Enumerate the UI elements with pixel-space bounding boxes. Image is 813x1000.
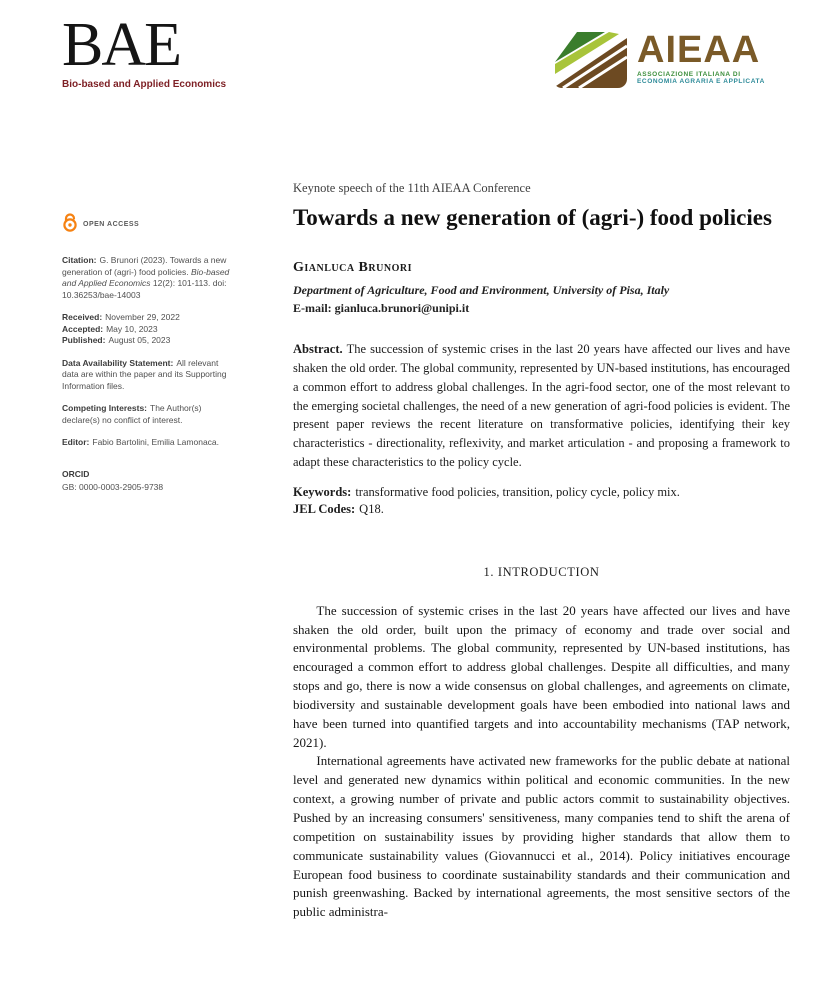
journal-logo-subtitle: Bio-based and Applied Economics: [62, 79, 227, 90]
keywords-label: Keywords:: [293, 484, 352, 499]
publisher-subtitle-line1: ASSOCIAZIONE ITALIANA DI: [637, 71, 741, 79]
editor-block: [62, 437, 232, 448]
abstract: [293, 340, 790, 471]
orcid-label: ORCID: [62, 468, 90, 479]
body-paragraph: International agreements have activated new frameworks for the public debate at national level and generated new dynamics within political and economic communities. In the new context, a growing number of private and public actors commit to sustainability objectives. Pushed by an increasing consumers' sensitiveness, many companies tend to shift the arena of competition on sustainability issues by providing higher standards that allow them to communicate sustainability values (Giovannucci et al., 2014). Policy initiatives encourage European food business to coordinate sustainability standards and their communication and punish greenwashing. Backed by international agreements, the most sensitive sectors of the public administra-: [293, 753, 790, 920]
email-link[interactable]: gianluca.brunori@unipi.it: [334, 301, 470, 316]
published-label: Published:: [62, 335, 106, 346]
orcid-value: GB: 0000-0003-2905-9738: [62, 482, 164, 493]
author-name: Gianluca Brunori: [293, 260, 412, 276]
accepted-label: Accepted:: [62, 323, 104, 334]
abstract-text: The succession of systemic crises in the last 20 years have affected our lives and have shaken the old order. The global community, represented by UN-based institutions, has encouraged a common effort to address global challenges. In the agri-food sector, one of the most relevant to the emerging societal challenges, the need of a new generation of agri-food policies is evident. The present paper reviews the recent literature on transformative policies, identifying their key characteristics - directionality, reflexivity, and market articulation - and proposing a framework to adapt these characteristics to the policy cycle.: [293, 342, 790, 469]
competing-interests-block: [62, 403, 232, 426]
citation-label: Citation:: [62, 255, 97, 266]
data-availability-text: All relevant data are within the paper and its Supporting Information files.: [62, 357, 227, 391]
data-availability-block: [62, 358, 232, 392]
received-value: November 29, 2022: [105, 312, 180, 323]
accepted-value: May 10, 2023: [106, 323, 158, 334]
citation-journal: Bio-based and Applied Economics: [62, 266, 230, 289]
open-access-badge: [62, 213, 232, 235]
metadata-sidebar: [62, 213, 232, 505]
editor-text: Fabio Bartolini, Emilia Lamonaca.: [92, 437, 220, 448]
citation-text: G. Brunori (2023). Towards a new generation of (agri-) food policies.: [62, 255, 227, 277]
citation-doi: 12(2): 101-113. doi: 10.36253/bae-14003: [62, 278, 227, 300]
conference-kicker: Keynote speech of the 11th AIEAA Conference: [293, 181, 531, 195]
jel-text: Q18.: [359, 501, 384, 516]
aieaa-mark-icon: [553, 30, 627, 93]
publisher-logo: [553, 30, 765, 93]
article-main-column: [293, 181, 790, 922]
received-block: [62, 312, 232, 346]
publisher-name: AIEAA: [637, 29, 761, 71]
journal-logo: [62, 11, 227, 90]
published-value: August 05, 2023: [108, 335, 171, 346]
open-access-icon: [62, 213, 78, 235]
journal-logo-text: BAE: [62, 11, 180, 79]
keywords-line: [293, 485, 790, 500]
email-label: E-mail:: [293, 301, 332, 316]
open-access-label: OPEN ACCESS: [83, 220, 140, 228]
article-body: [293, 602, 790, 922]
author-email-line: [293, 301, 790, 316]
abstract-label: Abstract.: [293, 342, 343, 357]
article-title: Towards a new generation of (agri-) food policies: [293, 205, 772, 230]
competing-interests-text: The Author(s) declare(s) no conflict of interest.: [62, 403, 202, 425]
publisher-subtitle: [637, 71, 765, 85]
received-label: Received:: [62, 312, 103, 323]
orcid-block: [62, 469, 232, 494]
publisher-subtitle-line2: ECONOMIA AGRARIA E APPLICATA: [637, 78, 765, 86]
competing-interests-label: Competing Interests:: [62, 403, 148, 414]
section-heading-introduction: 1. INTRODUCTION: [483, 564, 600, 579]
author-affiliation: Department of Agriculture, Food and Environment, University of Pisa, Italy: [293, 283, 670, 298]
data-availability-label: Data Availability Statement:: [62, 357, 174, 368]
keywords-text: transformative food policies, transition, policy cycle, policy mix.: [355, 484, 680, 499]
editor-label: Editor:: [62, 437, 90, 448]
jel-label: JEL Codes:: [293, 501, 356, 516]
citation-block: [62, 255, 232, 301]
publisher-text: [637, 30, 765, 85]
body-paragraph: The succession of systemic crises in the last 20 years have affected our lives and have shaken the old order, built upon the primacy of economy and trade over social and environmental problems. The global community, represented by UN-based institutions, has encouraged a common effort to address global challenges. Despite all difficulties, and many stops and go, there is now a wide consensus on global challenges, and agreements on climate, biodiversity and sustainable development goals have been embodied into national laws and have been turned into quantified targets and into accountability mechanisms (TAP network, 2021).: [293, 602, 790, 750]
jel-line: [293, 502, 790, 517]
